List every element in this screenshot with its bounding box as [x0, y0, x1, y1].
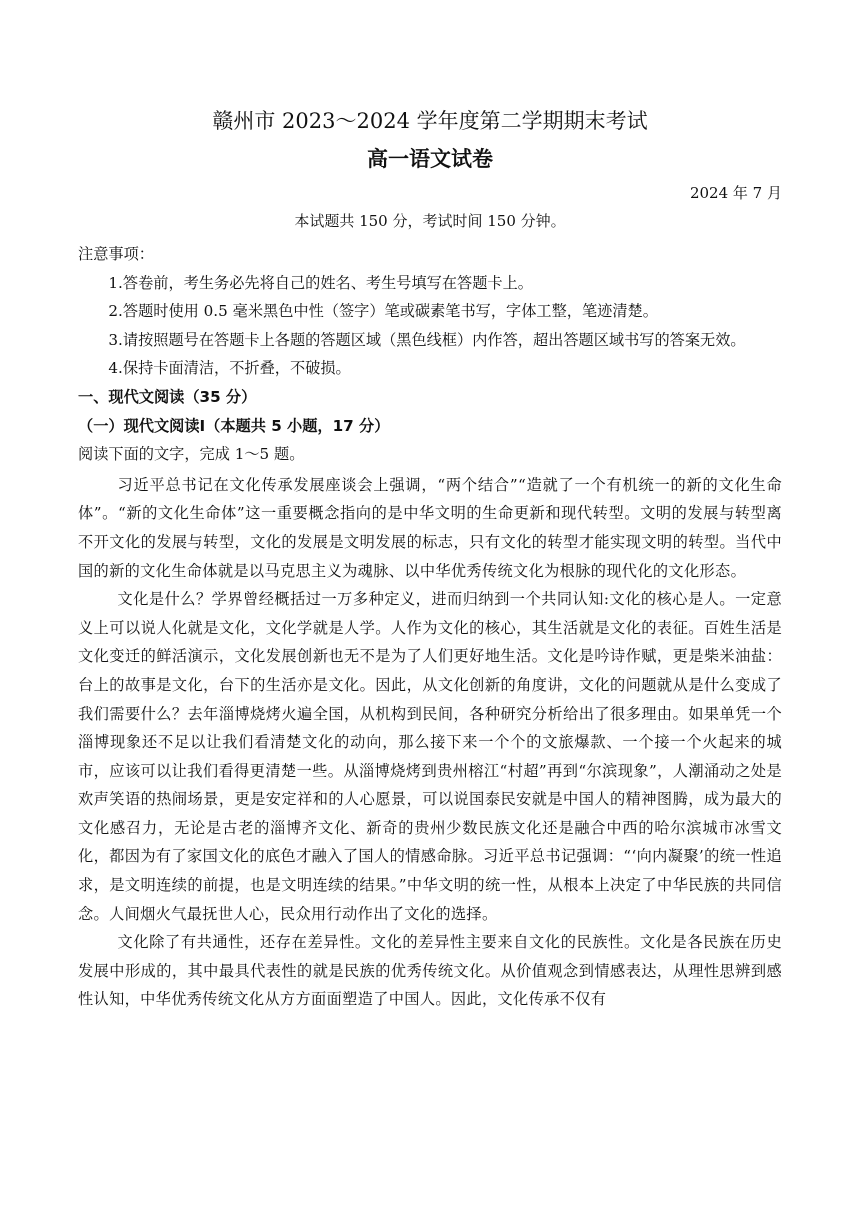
section-heading: 一、现代文阅读（35 分） — [78, 387, 257, 406]
note-item-1: 1.答卷前，考生务必先将自己的姓名、考生号填写在答题卡上。 — [108, 273, 533, 292]
exam-body — [78, 240, 782, 1014]
exam-title: 赣州市 2023～2024 学年度第二学期期末考试 — [212, 109, 648, 133]
section-instruction: 阅读下面的文字，完成 1～5 题。 — [78, 445, 305, 464]
note-item-2: 2.答题时使用 0.5 毫米黑色中性（签字）笔或碳素笔书写，字体工整，笔迹清楚。 — [108, 302, 658, 321]
note-item-3: 3.请按照题号在答题卡上各题的答题区域（黑色线框）内作答，超出答题区域书写的答案无效。 — [108, 330, 746, 349]
note-item-4: 4.保持卡面清洁，不折叠，不破损。 — [108, 359, 351, 378]
notes-label: 注意事项： — [78, 245, 154, 263]
exam-subtitle: 高一语文试卷 — [367, 147, 493, 171]
passage-paragraph-2: 文化是什么？学界曾经概括过一万多种定义，进而归纳到一个共同认知:文化的核心是人。一定意义上可以说人化就是文化，文化学就是人学。人作为文化的核心，其生活就是文化的表征。百姓生活是文化变迁的鲜活演示，文化发展创新也无不是为了人们更好地生活。文化是吟诗作赋，更是柴米油盐：台上的故事是文化，台下的生活亦是文化。因此，从文化创新的角度讲，文化的问题就从是什么变成了我们需要什么？去年淄博烧烤火遍全国，从机构到民间，各种研究分析给出了很多理由。如果单凭一个淄博现象还不足以让我们看清楚文化的动向，那么接下来一个个的文旅爆款、一个接一个火起来的城市，应该可以让我们看得更清楚一些。从淄博烧烤到贵州榕江“村超”再到“尔滨现象”，人潮涌动之处是欢声笑语的热闹场景，更是安定祥和的人心愿景，可以说国泰民安就是中国人的精神图腾，成为最大的文化感召力，无论是古老的淄博齐文化、新奇的贵州少数民族文化还是融合中西的哈尔滨城市冰雪文化，都因为有了家国文化的底色才融入了国人的情感命脉。习近平总书记强调：“‘向内凝聚’的统一性追求，是文明连续的前提，也是文明连续的结果。”中华文明的统一性，从根本上决定了中华民族的共同信念。人间烟火气最抚世人心，民众用行动作出了文化的选择。 — [78, 590, 782, 923]
passage-paragraph-3: 文化除了有共通性，还存在差异性。文化的差异性主要来自文化的民族性。文化是各民族在历史发展中形成的，其中最具代表性的就是民族的优秀传统文化。从价值观念到情感表达，从理性思辨到感性认知，中华优秀传统文化从方方面面塑造了中国人。因此，文化传承不仅有 — [78, 933, 782, 1009]
passage-paragraph-1: 习近平总书记在文化传承发展座谈会上强调，“两个结合”“造就了一个有机统一的新的文化生命体”。“新的文化生命体”这一重要概念指向的是中华文明的生命更新和现代转型。文明的发展与转型离不开文化的发展与转型，文化的发展是文明发展的标志，只有文化的转型才能实现文明的转型。当代中国的新的文化生命体就是以马克思主义为魂脉、以中华优秀传统文化为根脉的现代化的文化形态。 — [78, 475, 782, 580]
exam-date: 2024 年 7 月 — [689, 184, 782, 202]
exam-info: 本试题共 150 分，考试时间 150 分钟。 — [294, 212, 566, 230]
section-subheading: （一）现代文阅读Ⅰ（本题共 5 小题，17 分） — [78, 416, 390, 435]
reading-passage — [78, 471, 782, 1014]
